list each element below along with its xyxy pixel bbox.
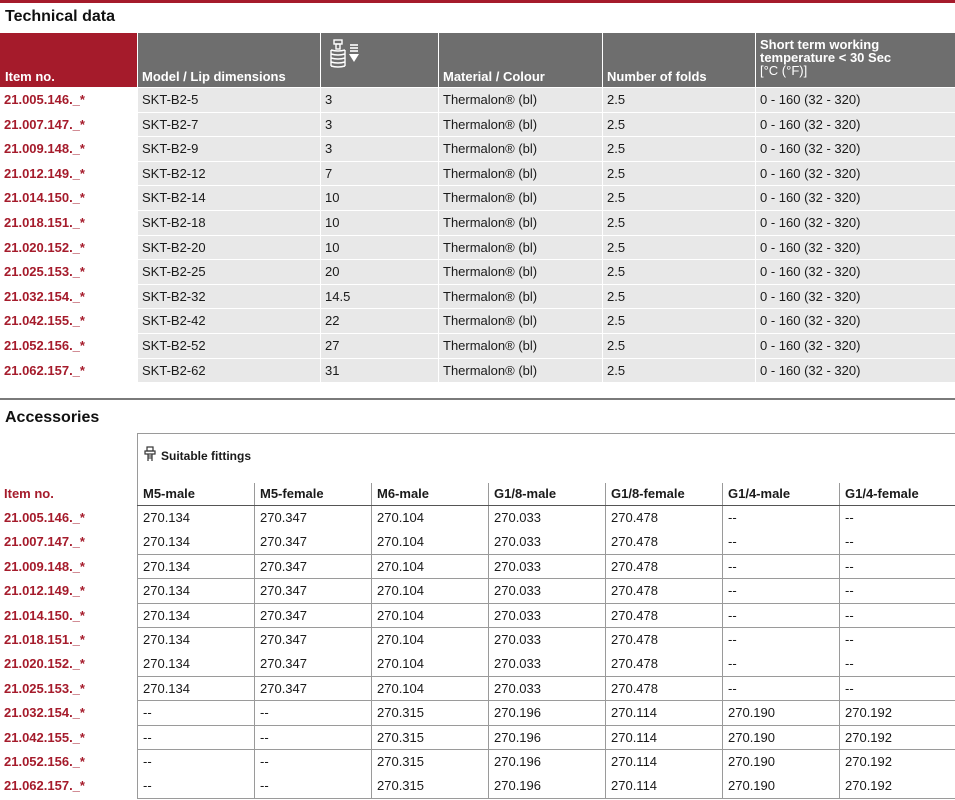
header-temperature-label	[760, 38, 951, 77]
table-row	[0, 506, 955, 531]
cell-folds: 2.5	[602, 162, 755, 186]
acc-header-1: M5-male	[137, 483, 254, 505]
cell-temp: 0 - 160 (32 - 320)	[755, 359, 955, 383]
table-row	[0, 604, 955, 629]
acc-header-6: G1/4-male	[722, 483, 839, 505]
cell-temp: 0 - 160 (32 - 320)	[755, 309, 955, 333]
cell-fitting: --	[839, 604, 955, 629]
header-model-label: Model / Lip dimensions	[142, 69, 286, 84]
header-stroke	[320, 33, 438, 87]
header-item-no	[0, 33, 137, 87]
cell-material: Thermalon® (bl)	[438, 260, 602, 284]
cell-model: SKT-B2-42	[137, 309, 320, 333]
cell-fitting: 270.478	[605, 555, 722, 580]
top-accent-line	[0, 0, 955, 3]
cell-material: Thermalon® (bl)	[438, 309, 602, 333]
cell-fitting: 270.478	[605, 652, 722, 677]
cell-model: SKT-B2-32	[137, 285, 320, 309]
cell-material: Thermalon® (bl)	[438, 334, 602, 358]
table-row	[0, 186, 955, 211]
cell-fitting: 270.033	[488, 604, 605, 629]
cell-fitting: 270.478	[605, 530, 722, 555]
accessories-frame-top	[137, 433, 955, 434]
cell-fitting: --	[839, 677, 955, 702]
table-row	[0, 774, 955, 799]
cell-fitting: --	[137, 774, 254, 799]
cell-item: 21.005.146._*	[0, 88, 137, 112]
cell-fitting: 270.033	[488, 677, 605, 702]
accessories-header	[0, 483, 955, 505]
cell-fitting: 270.315	[371, 726, 488, 751]
cell-fitting: 270.033	[488, 579, 605, 604]
cell-item: 21.007.147._*	[0, 113, 137, 137]
cell-fitting: 270.104	[371, 555, 488, 580]
cell-temp: 0 - 160 (32 - 320)	[755, 88, 955, 112]
cell-fitting: --	[722, 677, 839, 702]
cell-model: SKT-B2-9	[137, 137, 320, 161]
cell-fitting: 270.190	[722, 726, 839, 751]
table-row	[0, 359, 955, 384]
header-temperature-unit: [°C (°F)]	[760, 63, 808, 78]
cell-folds: 2.5	[602, 113, 755, 137]
cell-material: Thermalon® (bl)	[438, 137, 602, 161]
cell-fitting: 270.134	[137, 652, 254, 677]
cell-fitting: 270.315	[371, 774, 488, 799]
cell-fitting: 270.478	[605, 579, 722, 604]
header-folds	[602, 33, 755, 87]
table-row	[0, 579, 955, 604]
cell-fitting: 270.190	[722, 774, 839, 799]
cell-fitting: --	[839, 652, 955, 677]
cell-fitting: 270.347	[254, 506, 371, 531]
cell-fitting: 270.347	[254, 677, 371, 702]
cell-fitting: 270.033	[488, 555, 605, 580]
cell-fitting: 270.033	[488, 628, 605, 653]
cell-item: 21.062.157._*	[0, 359, 137, 383]
cell-material: Thermalon® (bl)	[438, 236, 602, 260]
cell-fitting: 270.104	[371, 677, 488, 702]
cell-fitting: 270.196	[488, 701, 605, 726]
cell-fitting: 270.104	[371, 530, 488, 555]
cell-model: SKT-B2-12	[137, 162, 320, 186]
cell-fitting: 270.192	[839, 750, 955, 775]
cell-fitting: --	[839, 579, 955, 604]
section-divider	[0, 398, 955, 400]
cell-material: Thermalon® (bl)	[438, 285, 602, 309]
accessories-frame-left	[137, 433, 138, 483]
cell-fitting: 270.192	[839, 701, 955, 726]
cell-folds: 2.5	[602, 260, 755, 284]
cell-item: 21.007.147._*	[0, 530, 137, 555]
cell-material: Thermalon® (bl)	[438, 113, 602, 137]
cell-fitting: 270.315	[371, 750, 488, 775]
cell-material: Thermalon® (bl)	[438, 88, 602, 112]
table-row	[0, 211, 955, 236]
cell-folds: 2.5	[602, 334, 755, 358]
cell-folds: 2.5	[602, 186, 755, 210]
technical-data-title: Technical data	[5, 8, 115, 25]
cell-model: SKT-B2-52	[137, 334, 320, 358]
acc-header-4: G1/8-male	[488, 483, 605, 505]
table-row	[0, 285, 955, 310]
table-row	[0, 162, 955, 187]
cell-model: SKT-B2-62	[137, 359, 320, 383]
acc-header-2: M5-female	[254, 483, 371, 505]
cell-fitting: 270.134	[137, 604, 254, 629]
acc-header-7: G1/4-female	[839, 483, 955, 505]
cell-fitting: --	[722, 579, 839, 604]
cell-fitting: 270.104	[371, 628, 488, 653]
cell-fitting: 270.033	[488, 506, 605, 531]
cell-stroke: 27	[320, 334, 438, 358]
cell-fitting: 270.104	[371, 604, 488, 629]
cell-fitting: --	[137, 750, 254, 775]
cell-fitting: --	[137, 726, 254, 751]
stroke-height-icon	[328, 39, 360, 76]
cell-fitting: 270.104	[371, 652, 488, 677]
table-row	[0, 628, 955, 653]
cell-item: 21.009.148._*	[0, 555, 137, 580]
cell-fitting: --	[254, 750, 371, 775]
table-row	[0, 555, 955, 580]
cell-item: 21.025.153._*	[0, 677, 137, 702]
cell-item: 21.042.155._*	[0, 726, 137, 751]
cell-temp: 0 - 160 (32 - 320)	[755, 113, 955, 137]
technical-data-header	[0, 33, 955, 87]
cell-fitting: 270.114	[605, 726, 722, 751]
suitable-fittings-text: Suitable fittings	[161, 449, 251, 463]
cell-item: 21.020.152._*	[0, 236, 137, 260]
table-row	[0, 530, 955, 555]
cell-fitting: 270.114	[605, 701, 722, 726]
cell-fitting: 270.196	[488, 774, 605, 799]
cell-fitting: 270.478	[605, 628, 722, 653]
table-row	[0, 652, 955, 677]
cell-fitting: 270.315	[371, 701, 488, 726]
cell-item: 21.052.156._*	[0, 334, 137, 358]
cell-fitting: 270.114	[605, 774, 722, 799]
cell-temp: 0 - 160 (32 - 320)	[755, 162, 955, 186]
cell-fitting: 270.033	[488, 652, 605, 677]
cell-stroke: 3	[320, 113, 438, 137]
cell-fitting: 270.478	[605, 506, 722, 531]
cell-fitting: 270.196	[488, 726, 605, 751]
table-row	[0, 88, 955, 113]
cell-temp: 0 - 160 (32 - 320)	[755, 334, 955, 358]
acc-header-0: Item no.	[4, 486, 54, 501]
cell-material: Thermalon® (bl)	[438, 186, 602, 210]
cell-fitting: 270.134	[137, 677, 254, 702]
cell-folds: 2.5	[602, 88, 755, 112]
cell-fitting: 270.347	[254, 579, 371, 604]
table-row	[0, 701, 955, 726]
cell-fitting: --	[722, 628, 839, 653]
cell-fitting: 270.347	[254, 530, 371, 555]
cell-fitting: --	[254, 774, 371, 799]
cell-temp: 0 - 160 (32 - 320)	[755, 137, 955, 161]
cell-item: 21.005.146._*	[0, 506, 137, 531]
cell-item: 21.014.150._*	[0, 604, 137, 629]
cell-fitting: 270.104	[371, 506, 488, 531]
cell-folds: 2.5	[602, 236, 755, 260]
table-row	[0, 260, 955, 285]
cell-stroke: 7	[320, 162, 438, 186]
header-material	[438, 33, 602, 87]
cell-model: SKT-B2-25	[137, 260, 320, 284]
header-item-no-label: Item no.	[5, 69, 55, 84]
cell-stroke: 31	[320, 359, 438, 383]
fitting-icon	[142, 446, 158, 465]
table-row	[0, 309, 955, 334]
cell-fitting: 270.192	[839, 774, 955, 799]
cell-fitting: 270.478	[605, 677, 722, 702]
cell-material: Thermalon® (bl)	[438, 162, 602, 186]
cell-item: 21.012.149._*	[0, 579, 137, 604]
cell-fitting: --	[137, 701, 254, 726]
cell-temp: 0 - 160 (32 - 320)	[755, 236, 955, 260]
cell-fitting: 270.190	[722, 750, 839, 775]
cell-stroke: 20	[320, 260, 438, 284]
table-row	[0, 726, 955, 751]
cell-model: SKT-B2-7	[137, 113, 320, 137]
cell-item: 21.009.148._*	[0, 137, 137, 161]
cell-stroke: 22	[320, 309, 438, 333]
cell-fitting: --	[839, 530, 955, 555]
cell-fitting: 270.192	[839, 726, 955, 751]
cell-fitting: --	[254, 701, 371, 726]
cell-fitting: 270.033	[488, 530, 605, 555]
cell-fitting: 270.104	[371, 579, 488, 604]
cell-fitting: --	[722, 506, 839, 531]
cell-folds: 2.5	[602, 359, 755, 383]
cell-fitting: --	[839, 506, 955, 531]
table-row	[0, 677, 955, 702]
cell-item: 21.025.153._*	[0, 260, 137, 284]
table-row	[0, 137, 955, 162]
cell-fitting: 270.196	[488, 750, 605, 775]
cell-stroke: 10	[320, 236, 438, 260]
cell-material: Thermalon® (bl)	[438, 359, 602, 383]
suitable-fittings-label	[142, 446, 251, 465]
cell-fitting: 270.134	[137, 530, 254, 555]
cell-stroke: 10	[320, 211, 438, 235]
cell-fitting: 270.347	[254, 604, 371, 629]
acc-header-5: G1/8-female	[605, 483, 722, 505]
cell-fitting: 270.347	[254, 628, 371, 653]
cell-fitting: 270.134	[137, 579, 254, 604]
cell-fitting: 270.114	[605, 750, 722, 775]
cell-item: 21.014.150._*	[0, 186, 137, 210]
cell-model: SKT-B2-14	[137, 186, 320, 210]
header-folds-label: Number of folds	[607, 69, 707, 84]
cell-item: 21.052.156._*	[0, 750, 137, 775]
header-model	[137, 33, 320, 87]
cell-temp: 0 - 160 (32 - 320)	[755, 211, 955, 235]
cell-item: 21.032.154._*	[0, 285, 137, 309]
cell-fitting: --	[839, 628, 955, 653]
cell-fitting: --	[722, 652, 839, 677]
cell-stroke: 3	[320, 137, 438, 161]
cell-fitting: 270.190	[722, 701, 839, 726]
cell-folds: 2.5	[602, 309, 755, 333]
accessories-title: Accessories	[5, 409, 100, 426]
cell-fitting: 270.134	[137, 506, 254, 531]
cell-fitting: --	[722, 530, 839, 555]
cell-item: 21.018.151._*	[0, 628, 137, 653]
cell-folds: 2.5	[602, 211, 755, 235]
cell-item: 21.012.149._*	[0, 162, 137, 186]
acc-header-3: M6-male	[371, 483, 488, 505]
header-temperature	[755, 33, 955, 87]
cell-model: SKT-B2-5	[137, 88, 320, 112]
cell-folds: 2.5	[602, 137, 755, 161]
cell-stroke: 10	[320, 186, 438, 210]
cell-folds: 2.5	[602, 285, 755, 309]
cell-fitting: 270.134	[137, 628, 254, 653]
cell-fitting: --	[839, 555, 955, 580]
cell-stroke: 3	[320, 88, 438, 112]
cell-fitting: 270.134	[137, 555, 254, 580]
cell-fitting: --	[722, 555, 839, 580]
cell-item: 21.020.152._*	[0, 652, 137, 677]
cell-model: SKT-B2-20	[137, 236, 320, 260]
cell-temp: 0 - 160 (32 - 320)	[755, 260, 955, 284]
table-row	[0, 750, 955, 775]
cell-item: 21.032.154._*	[0, 701, 137, 726]
table-row	[0, 113, 955, 138]
table-row	[0, 334, 955, 359]
cell-item: 21.062.157._*	[0, 774, 137, 799]
header-material-label: Material / Colour	[443, 69, 545, 84]
cell-fitting: --	[254, 726, 371, 751]
header-temperature-text: Short term working temperature < 30 Sec	[760, 37, 892, 65]
cell-fitting: 270.347	[254, 652, 371, 677]
cell-model: SKT-B2-18	[137, 211, 320, 235]
cell-item: 21.018.151._*	[0, 211, 137, 235]
cell-stroke: 14.5	[320, 285, 438, 309]
cell-temp: 0 - 160 (32 - 320)	[755, 186, 955, 210]
cell-temp: 0 - 160 (32 - 320)	[755, 285, 955, 309]
cell-material: Thermalon® (bl)	[438, 211, 602, 235]
cell-fitting: 270.347	[254, 555, 371, 580]
table-row	[0, 236, 955, 261]
cell-fitting: 270.478	[605, 604, 722, 629]
cell-fitting: --	[722, 604, 839, 629]
cell-item: 21.042.155._*	[0, 309, 137, 333]
